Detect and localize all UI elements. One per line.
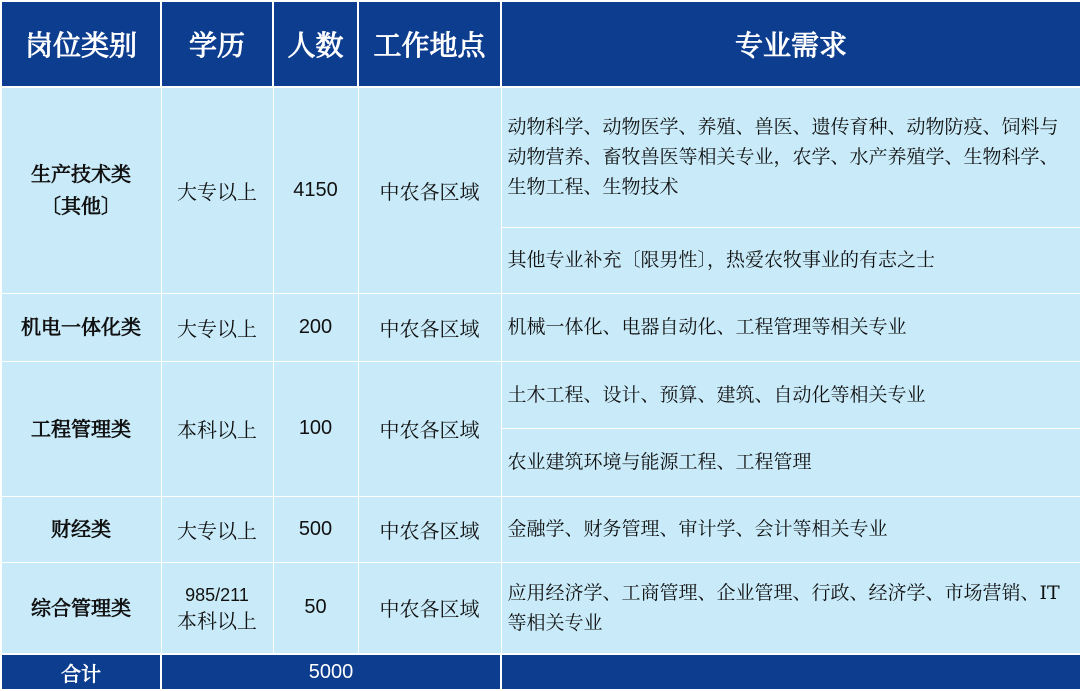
header-education: 学历: [161, 1, 273, 87]
total-row: [1, 654, 1080, 690]
category-cell: 综合管理类: [1, 562, 161, 654]
category-label: 生产技术类: [31, 162, 131, 187]
location-cell: 中农各区域: [358, 87, 501, 293]
table-row: [1, 562, 1080, 654]
location-cell: 中农各区域: [358, 293, 501, 361]
header-row: [1, 1, 1080, 87]
education-cell: 本科以上: [161, 361, 273, 496]
header-requirements: 专业需求: [501, 1, 1080, 87]
table-row: [1, 293, 1080, 361]
category-cell: 工程管理类: [1, 361, 161, 496]
requirements-cell: 其他专业补充〔限男性〕，热爱农牧事业的有志之士: [501, 227, 1080, 293]
table-row: [1, 496, 1080, 562]
count-cell: 100: [273, 361, 358, 496]
education-cell: 大专以上: [161, 87, 273, 293]
education-tier: 985/211: [185, 584, 249, 605]
category-cell: 财经类: [1, 496, 161, 562]
location-cell: 中农各区域: [358, 496, 501, 562]
requirements-cell: 应用经济学、工商管理、企业管理、行政、经济学、市场营销、IT等相关专业: [501, 562, 1080, 654]
header-location: 工作地点: [358, 1, 501, 87]
category-note: 〔其他〕: [41, 194, 121, 219]
total-value: 5000: [161, 654, 501, 690]
count-cell: 200: [273, 293, 358, 361]
requirements-cell: 动物科学、动物医学、养殖、兽医、遗传育种、动物防疫、饲料与动物营养、畜牧兽医等相关专业，农学、水产养殖学、生物科学、生物工程、生物技术: [501, 87, 1080, 227]
education-cell: 大专以上: [161, 496, 273, 562]
location-cell: 中农各区域: [358, 562, 501, 654]
category-cell: 机电一体化类: [1, 293, 161, 361]
table-row: [1, 361, 1080, 428]
requirements-cell: 机械一体化、电器自动化、工程管理等相关专业: [501, 293, 1080, 361]
count-cell: 50: [273, 562, 358, 654]
table-row: [1, 87, 1080, 227]
requirements-cell: 农业建筑环境与能源工程、工程管理: [501, 428, 1080, 496]
location-cell: 中农各区域: [358, 361, 501, 496]
total-label: 合计: [1, 654, 161, 690]
total-empty-cell: [501, 654, 1080, 690]
header-count: 人数: [273, 1, 358, 87]
requirements-cell: 土木工程、设计、预算、建筑、自动化等相关专业: [501, 361, 1080, 428]
header-category: 岗位类别: [1, 1, 161, 87]
education-cell: 大专以上: [161, 293, 273, 361]
count-cell: 4150: [273, 87, 358, 293]
requirements-cell: 金融学、财务管理、审计学、会计等相关专业: [501, 496, 1080, 562]
count-cell: 500: [273, 496, 358, 562]
category-cell: [1, 87, 161, 293]
education-cell: [161, 562, 273, 654]
education-level: 本科以上: [177, 608, 257, 633]
